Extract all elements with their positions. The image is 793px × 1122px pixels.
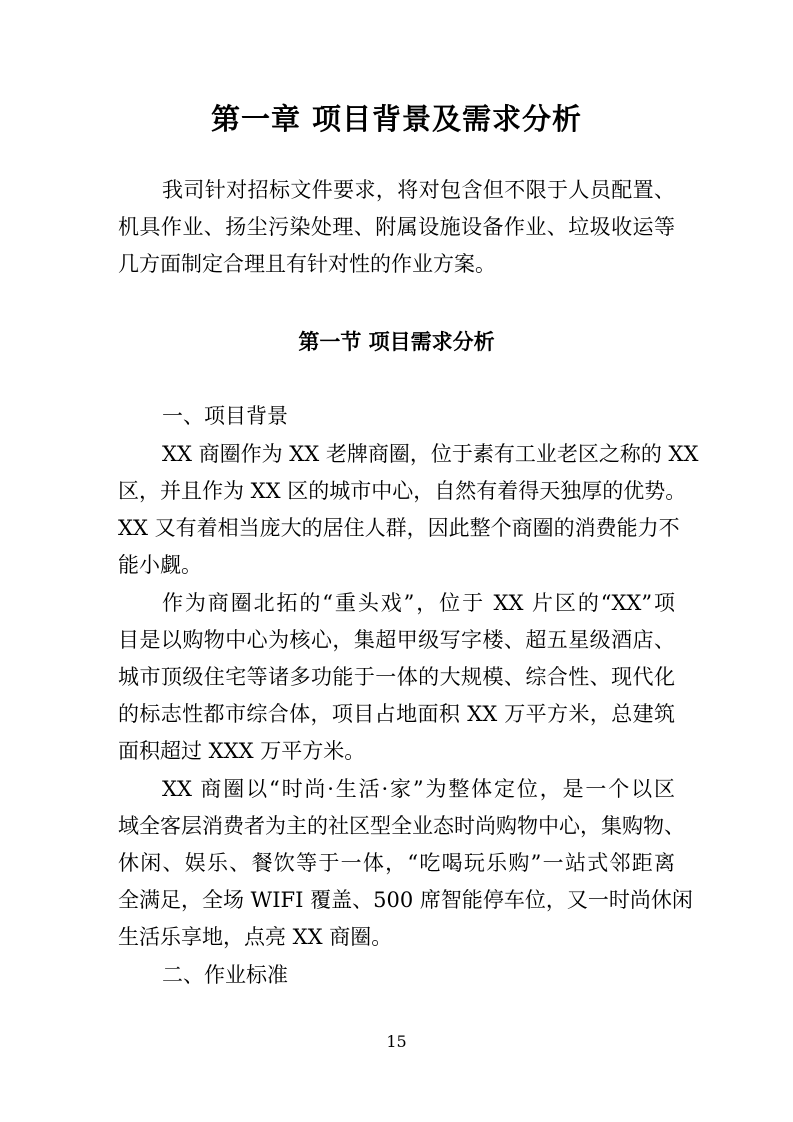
paragraph-line: 域全客层消费者为主的社区型全业态时尚购物中心，集购物、	[118, 814, 685, 838]
paragraph-line: XX 又有着相当庞大的居住人群，因此整个商圈的消费能力不	[118, 516, 680, 540]
intro-line: 我司针对招标文件要求，将对包含但不限于人员配置、	[162, 178, 675, 202]
paragraph-line: XX 商圈以“时尚·生活·家”为整体定位，是一个以区	[162, 777, 675, 801]
paragraph-line: 能小觑。	[118, 553, 202, 577]
paragraph-line: XX 商圈作为 XX 老牌商圈，位于素有工业老区之称的 XX	[162, 442, 699, 466]
paragraph-line: 面积超过 XXX 万平方米。	[118, 739, 366, 763]
heading-project-background: 一、项目背景	[162, 404, 288, 428]
paragraph-line: 城市顶级住宅等诸多功能于一体的大规模、综合性、现代化	[118, 665, 675, 689]
paragraph-line: 区，并且作为 XX 区的城市中心，自然有着得天独厚的优势。	[118, 479, 687, 503]
section-title: 第一节 项目需求分析	[298, 330, 495, 354]
paragraph-line: 生活乐享地，点亮 XX 商圈。	[118, 925, 393, 949]
page-number: 15	[386, 1032, 407, 1051]
heading-work-standards: 二、作业标准	[162, 963, 288, 987]
intro-line: 几方面制定合理且有针对性的作业方案。	[118, 252, 496, 276]
paragraph-line: 休闲、娱乐、餐饮等于一体，“吃喝玩乐购”一站式邻距离	[118, 851, 675, 875]
paragraph-line: 目是以购物中心为核心，集超甲级写字楼、超五星级酒店、	[118, 628, 675, 652]
paragraph-line: 全满足，全场 WIFI 覆盖、500 席智能停车位，又一时尚休闲	[118, 888, 693, 912]
intro-line: 机具作业、扬尘污染处理、附属设施设备作业、垃圾收运等	[118, 215, 675, 239]
chapter-title: 第一章 项目背景及需求分析	[210, 102, 583, 136]
paragraph-line: 作为商圈北拓的“重头戏”，位于 XX 片区的“XX”项	[162, 591, 675, 615]
paragraph-line: 的标志性都市综合体，项目占地面积 XX 万平方米，总建筑	[118, 702, 675, 726]
